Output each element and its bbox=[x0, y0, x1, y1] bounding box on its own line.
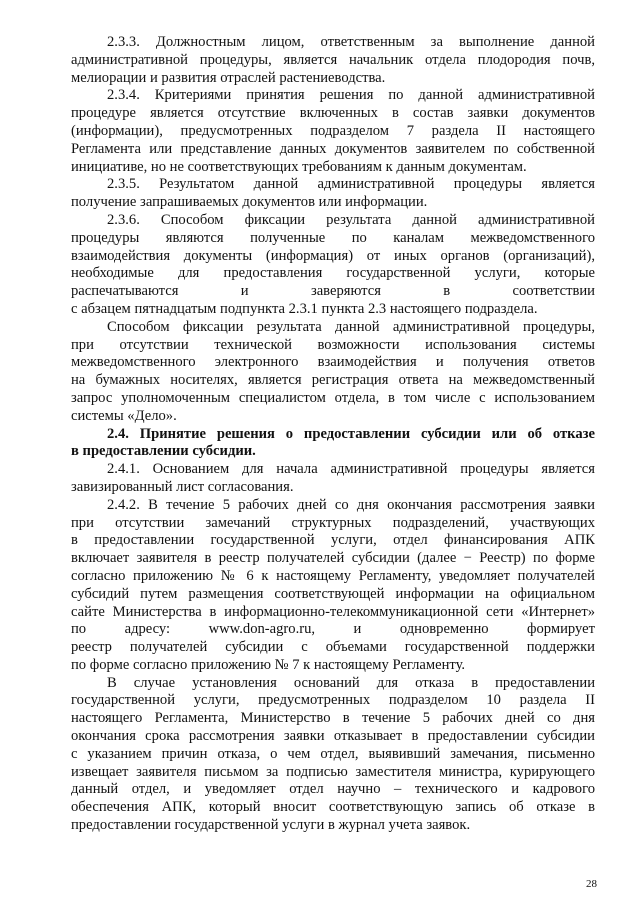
text-line: мелиорации и развития отраслей растениеводства. bbox=[71, 69, 386, 86]
text-line: взаимодействия документы (информация) от иных органов (организаций), bbox=[71, 247, 595, 264]
text-line: предоставлении государственной услуги в журнал учета заявок. bbox=[71, 817, 471, 834]
text-line: в предоставлении государственной услуги, отдел финансирования АПК bbox=[71, 532, 595, 549]
text-line: сайте Министерства в информационно-телекоммуникационной сети «Интернет» bbox=[71, 603, 595, 620]
document-body bbox=[71, 34, 595, 835]
text-line: в предоставлении субсидии. bbox=[71, 443, 256, 460]
text-line: 2.4.2. В течение 5 рабочих дней со дня окончания рассмотрения заявки bbox=[107, 496, 595, 513]
text-line: 2.3.5. Результатом данной административной процедуры является bbox=[107, 176, 595, 193]
text-line: на бумажных носителях, является регистрация ответа на межведомственный bbox=[71, 372, 595, 389]
text-line: с абзацем пятнадцатым подпункта 2.3.1 пункта 2.3 настоящего подраздела. bbox=[71, 300, 538, 317]
text-line: 2.3.4. Критериями принятия решения по данной административной bbox=[107, 87, 595, 104]
text-line: системы «Дело». bbox=[71, 407, 177, 424]
text-line: по форме согласно приложению № 7 к настоящему Регламенту. bbox=[71, 656, 466, 673]
text-line: В случае установления оснований для отказа в предоставлении bbox=[107, 674, 595, 691]
page-number: 28 bbox=[586, 878, 597, 890]
text-line: административной процедуры, является начальник отдела плодородия почв, bbox=[71, 51, 595, 68]
text-line: извещает заявителя письмом за подписью заместителя министра, курирующего bbox=[71, 763, 595, 780]
text-line: инициативе, но не соответствующих требованиям к данным документам. bbox=[71, 158, 527, 175]
text-line: 2.4.1. Основанием для начала административной процедуры является bbox=[107, 461, 595, 478]
text-line: получение запрашиваемых документов или информации. bbox=[71, 194, 428, 211]
text-line: 2.4. Принятие решения о предоставлении субсидии или об отказе bbox=[107, 425, 595, 442]
text-line: распечатываются и заверяются в соответствии bbox=[71, 283, 595, 300]
text-line: субсидий путем размещения соответствующей информации на официальном bbox=[71, 585, 595, 602]
text-line: необходимые для предоставления государственной услуги, которые bbox=[71, 265, 595, 282]
text-line: при отсутствии технической возможности использования системы bbox=[71, 336, 595, 353]
text-line: завизированный лист согласования. bbox=[71, 478, 294, 495]
text-line: Способом фиксации результата данной административной процедуры, bbox=[107, 318, 595, 335]
text-line: при отсутствии замечаний структурных подразделений, участвующих bbox=[71, 514, 595, 531]
text-line: запрос уполномоченным специалистом отдела, в том числе с использованием bbox=[71, 389, 595, 406]
text-line: обеспечения АПК, который вносит соответствующую запись об отказе в bbox=[71, 799, 595, 816]
text-line: 2.3.6. Способом фиксации результата данной административной bbox=[107, 211, 595, 228]
text-line: окончания срока рассмотрения заявки отказывает в предоставлении субсидии bbox=[71, 728, 595, 745]
text-line: межведомственного электронного взаимодействия и получения ответов bbox=[71, 354, 595, 371]
text-line: по адресу: www.don-agro.ru, и одновременно формирует bbox=[71, 621, 595, 638]
text-line: данный отдел, и уведомляет отдел научно – технического и кадрового bbox=[71, 781, 595, 798]
text-line: процедуре является отсутствие включенных в состав заявки документов bbox=[71, 105, 595, 122]
text-line: процедуры являются полученные по каналам межведомственного bbox=[71, 229, 595, 246]
text-line: включает заявителя в реестр получателей субсидии (далее − Реестр) по форме bbox=[71, 550, 595, 567]
text-line: настоящего Регламента, Министерство в течение 5 рабочих дней со дня bbox=[71, 710, 595, 727]
text-line: государственной услуги, предусмотренных подразделом 10 раздела II bbox=[71, 692, 595, 709]
text-line: реестр получателей субсидии с объемами государственной поддержки bbox=[71, 639, 595, 656]
text-line: с указанием причин отказа, о чем отдел, выявивший замечания, письменно bbox=[71, 745, 595, 762]
text-line: 2.3.3. Должностным лицом, ответственным за выполнение данной bbox=[107, 34, 595, 50]
text-line: (информации), предусмотренных подразделом 7 раздела II настоящего bbox=[71, 122, 595, 139]
text-line: Регламента или представление данных документов заявителем по собственной bbox=[71, 140, 595, 157]
text-line: согласно приложению № 6 к настоящему Регламенту, уведомляет получателей bbox=[71, 567, 595, 584]
